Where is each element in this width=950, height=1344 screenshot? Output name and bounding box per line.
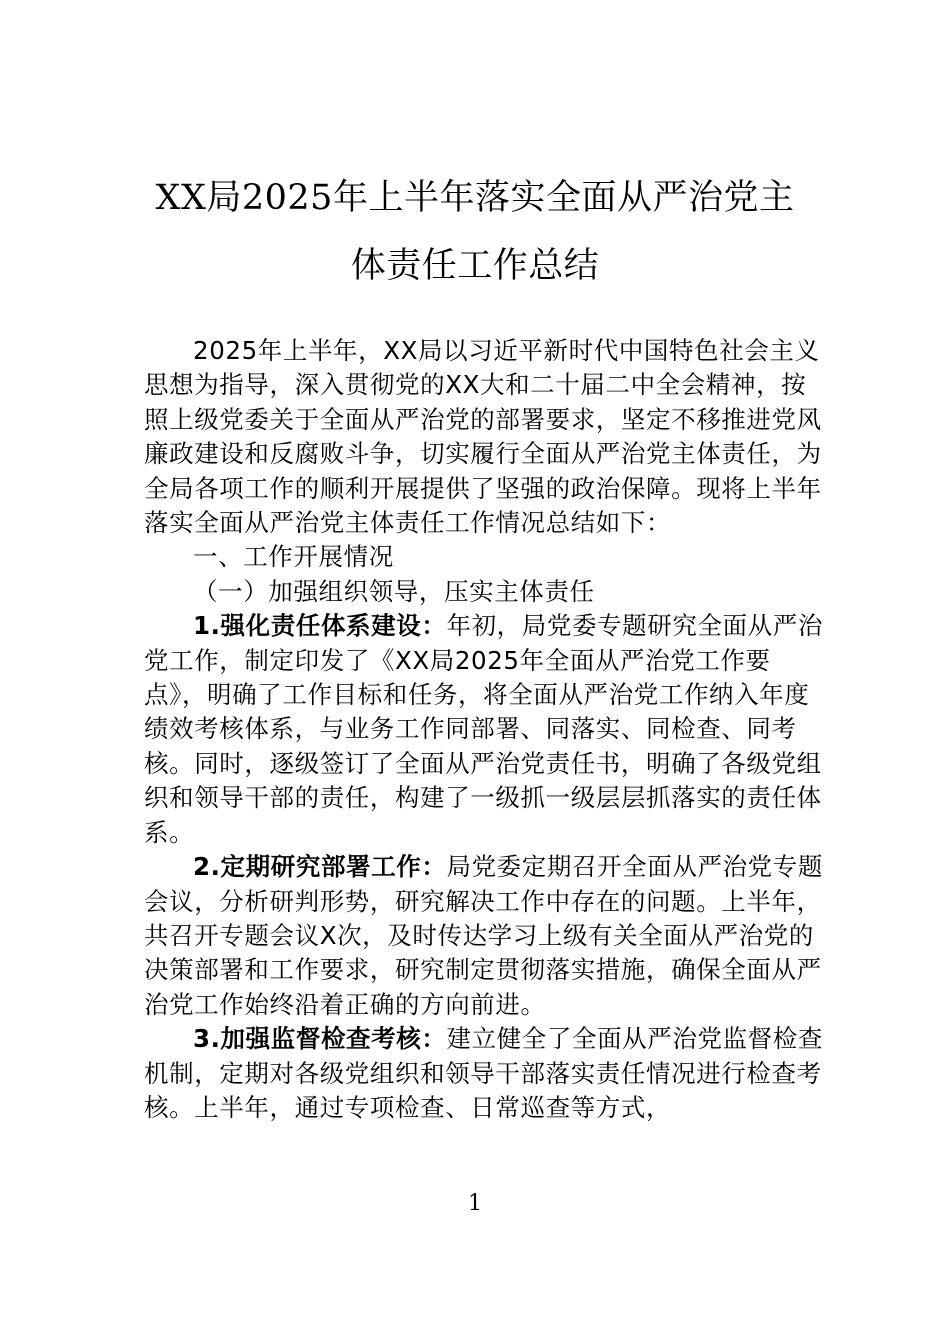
- item-paragraph-1: [144, 609, 824, 850]
- item-text-1: 年初，局党委专题研究全面从严治党工作，制定印发了《XX局2025年全面从严治党工作要点》，明确了工作目标和任务，将全面从严治党工作纳入年度绩效考核体系，与业务工作同部署、同落实、同检查、同考核。同时，逐级签订了全面从严治党责任书，明确了各级党组织和领导干部的责任，构建了一级抓一级层层抓落实的责任体系。: [144, 611, 823, 847]
- item-lead-1: 1.强化责任体系建设：: [193, 611, 447, 641]
- item-lead-3: 3.加强监督检查考核：: [193, 1024, 447, 1054]
- item-lead-2: 2.定期研究部署工作：: [193, 852, 447, 882]
- subsection-heading: （一）加强组织领导，压实主体责任: [193, 576, 595, 606]
- document-body: [144, 334, 824, 1125]
- page-number: 1: [468, 1191, 482, 1216]
- document-title-line-1: XX局2025年上半年落实全面从严治党主: [155, 178, 795, 218]
- item-paragraph-2: [144, 850, 824, 1022]
- section-heading: 一、工作开展情况: [193, 542, 394, 572]
- item-text-3: 建立健全了全面从严治党监督检查机制，定期对各级党组织和领导干部落实责任情况进行检查考核。上半年，通过专项检查、日常巡查等方式，: [144, 1024, 823, 1122]
- intro-paragraph: 2025年上半年，XX局以习近平新时代中国特色社会主义思想为指导，深入贯彻党的XX大和二十届二中全会精神，按照上级党委关于全面从严治党的部署要求，坚定不移推进党风廉政建设和反腐败斗争，切实履行全面从严治党主体责任，为全局各项工作的顺利开展提供了坚强的政治保障。现将上半年落实全面从严治党主体责任工作情况总结如下：: [144, 336, 822, 538]
- item-paragraph-3: [144, 1022, 824, 1125]
- document-title-line-2: 体责任工作总结: [350, 246, 600, 286]
- item-text-2: 局党委定期召开全面从严治党专题会议，分析研判形势，研究解决工作中存在的问题。上半年，共召开专题会议X次，及时传达学习上级有关全面从严治党的决策部署和工作要求，研究制定贯彻落实措施，确保全面从严治党工作始终沿着正确的方向前进。: [144, 852, 823, 1019]
